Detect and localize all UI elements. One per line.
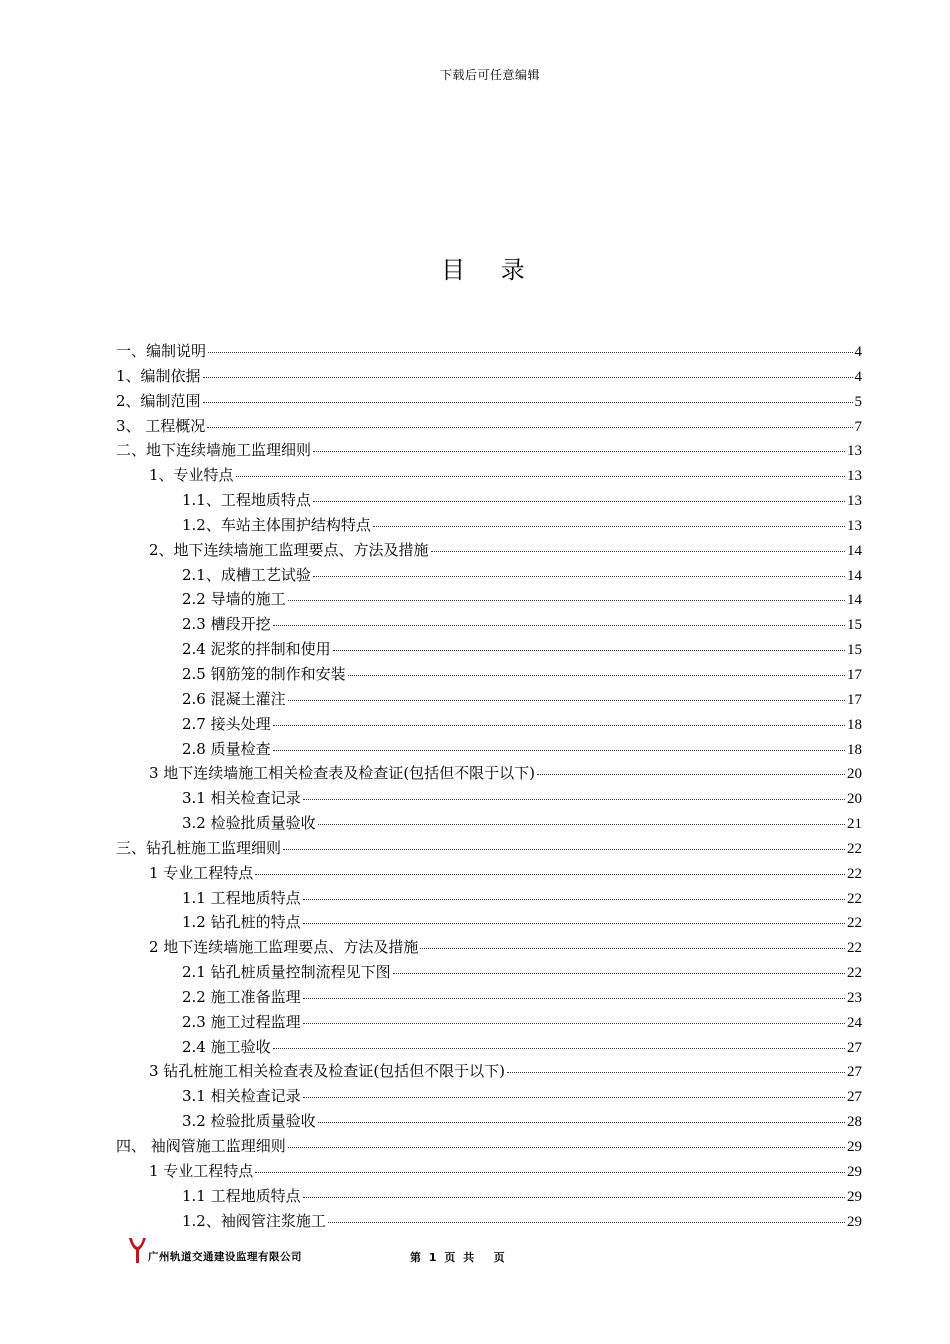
toc-dot-leader [303,799,845,800]
toc-dot-leader [288,600,845,601]
toc-entry-page: 22 [847,890,862,907]
toc-dot-leader [208,352,852,353]
toc-entry[interactable] [116,564,862,589]
toc-dot-leader [313,501,845,502]
toc-dot-leader [288,700,845,701]
toc-dot-leader [303,1023,845,1024]
toc-entry-page: 17 [847,691,862,708]
toc-entry-page: 7 [854,418,862,435]
toc-entry-page: 15 [847,617,862,634]
toc-entry-page: 14 [847,567,862,584]
toc-entry[interactable] [116,1160,862,1185]
toc-dot-leader [420,948,845,949]
toc-entry-label: 2.2 导墙的施工 [182,590,286,609]
toc-entry-page: 29 [847,1163,862,1180]
toc-entry[interactable] [116,365,862,390]
toc-dot-leader [333,650,845,651]
toc-entry-label: 2.3 槽段开挖 [182,615,271,634]
toc-dot-leader [255,1172,845,1173]
toc-entry-page: 18 [847,716,862,733]
toc-entry[interactable] [116,1185,862,1210]
toc-entry-page: 29 [847,1139,862,1155]
toc-entry[interactable] [116,1011,862,1036]
toc-entry-page: 22 [847,840,862,857]
toc-dot-leader [273,1048,845,1049]
toc-dot-leader [328,1222,845,1223]
toc-entry[interactable] [116,415,862,440]
toc-dot-leader [318,824,845,825]
toc-entry-page: 17 [847,666,862,683]
toc-entry[interactable] [116,1210,862,1235]
toc-entry-label: 2.8 质量检查 [182,739,271,758]
toc-entry[interactable] [116,762,862,787]
toc-entry-label: 1、专业特点 [149,466,234,485]
toc-entry[interactable] [116,514,862,539]
toc-entry-page: 13 [847,468,862,485]
toc-dot-leader [431,551,845,552]
toc-entry[interactable] [116,862,862,887]
toc-entry[interactable] [116,1135,862,1160]
toc-entry-label: 四、 袖阀管施工监理细则 [116,1137,286,1155]
toc-entry-page: 22 [847,865,862,882]
toc-entry-page: 27 [847,1039,862,1056]
page-number-info: 第 1 页 共 页 [410,1251,507,1264]
toc-entry[interactable] [116,439,862,464]
toc-entry[interactable] [116,539,862,564]
company-name: 广州轨道交通建设监理有限公司 [148,1251,302,1263]
toc-dot-leader [236,476,845,477]
toc-entry[interactable] [116,738,862,763]
toc-entry-page: 24 [847,1014,862,1031]
toc-dot-leader [273,725,845,726]
toc-dot-leader [303,899,845,900]
toc-entry[interactable] [116,961,862,986]
toc-entry-page: 28 [847,1114,862,1131]
toc-entry-label: 3.1 相关检查记录 [182,1087,301,1106]
toc-entry-label: 1 专业工程特点 [149,863,254,882]
toc-entry-label: 3.1 相关检查记录 [182,789,301,808]
toc-entry-page: 13 [847,443,862,460]
toc-entry-label: 3、 工程概况 [116,416,206,435]
toc-entry-label: 一、编制说明 [116,342,207,360]
toc-dot-leader [313,576,845,577]
toc-entry-label: 二、地下连续墙施工监理细则 [116,441,312,460]
toc-entry-label: 2.1、成槽工艺试验 [182,565,311,584]
toc-entry-label: 1、编制依据 [116,366,201,385]
toc-dot-leader [393,973,845,974]
toc-dot-leader [255,874,845,875]
toc-dot-leader [273,625,845,626]
toc-entry-label: 2.7 接头处理 [182,714,271,733]
toc-entry-page: 20 [847,791,862,808]
toc-entry-page: 22 [847,940,862,957]
toc-entry-page: 22 [847,965,862,982]
toc-entry-label: 2.3 施工过程监理 [182,1012,301,1031]
toc-entry-page: 23 [847,989,862,1006]
toc-dot-leader [207,427,852,428]
toc-entry-label: 2.4 泥浆的拌制和使用 [182,640,331,659]
toc-entry-page: 18 [847,741,862,758]
toc-entry-label: 2.6 混凝土灌注 [182,689,286,708]
toc-entry[interactable] [116,638,862,663]
toc-entry[interactable] [116,936,862,961]
toc-entry-label: 2.4 施工验收 [182,1037,271,1056]
toc-entry-label: 2.2 施工准备监理 [182,987,301,1006]
toc-entry[interactable] [116,613,862,638]
page-footer [126,1236,646,1266]
toc-entry-page: 29 [847,1213,862,1230]
toc-entry-page: 4 [854,344,862,360]
toc-dot-leader [313,451,845,452]
toc-entry[interactable] [116,1110,862,1135]
toc-entry[interactable] [116,986,862,1011]
toc-entry[interactable] [116,1085,862,1110]
table-of-contents [116,340,862,1234]
toc-entry-label: 1 专业工程特点 [149,1161,254,1180]
toc-entry-page: 21 [847,816,862,833]
toc-entry-label: 3.2 检验批质量验收 [182,814,316,833]
toc-entry[interactable] [116,489,862,514]
toc-dot-leader [348,675,845,676]
toc-entry[interactable] [116,390,862,415]
page-title: 目 录 [441,256,539,284]
toc-entry-label: 1.2 钻孔桩的特点 [182,913,301,932]
toc-entry-label: 3 钻孔桩施工相关检查表及检查证(包括但不限于以下) [149,1062,506,1081]
toc-entry-label: 1.2、车站主体围护结构特点 [182,515,371,534]
toc-entry-label: 2、编制范围 [116,391,201,410]
toc-entry-label: 2.1 钻孔桩质量控制流程见下图 [182,963,391,982]
toc-entry-page: 29 [847,1188,862,1205]
toc-entry-page: 22 [847,915,862,932]
toc-entry-page: 27 [847,1064,862,1081]
toc-entry[interactable] [116,663,862,688]
toc-dot-leader [273,750,845,751]
toc-entry[interactable] [116,837,862,862]
toc-dot-leader [537,774,845,775]
toc-dot-leader [203,377,853,378]
toc-dot-leader [303,1097,845,1098]
toc-entry-label: 3.2 检验批质量验收 [182,1112,316,1131]
toc-dot-leader [303,998,845,999]
toc-entry-label: 2.5 钢筋笼的制作和安装 [182,664,346,683]
toc-dot-leader [203,402,853,403]
toc-entry-page: 14 [847,542,862,559]
toc-dot-leader [373,526,845,527]
toc-dot-leader [507,1072,845,1073]
toc-entry[interactable] [116,464,862,489]
toc-entry-page: 20 [847,766,862,783]
toc-dot-leader [303,923,845,924]
toc-entry-label: 三、钻孔桩施工监理细则 [116,838,282,857]
toc-dot-leader [283,849,845,850]
toc-entry[interactable] [116,1060,862,1085]
toc-entry-label: 1.2、袖阀管注浆施工 [182,1211,326,1230]
toc-entry[interactable] [116,787,862,812]
header-note: 下载后可任意编辑 [439,68,540,82]
toc-entry[interactable] [116,812,862,837]
toc-entry[interactable] [116,1036,862,1061]
toc-entry-page: 14 [847,592,862,609]
toc-dot-leader [318,1122,845,1123]
toc-entry-page: 4 [854,368,862,385]
toc-entry-page: 5 [854,393,862,410]
toc-entry[interactable] [116,911,862,936]
toc-entry[interactable] [116,688,862,713]
toc-entry-page: 27 [847,1089,862,1106]
toc-entry-label: 3 地下连续墙施工相关检查表及检查证(包括但不限于以下) [149,764,536,783]
toc-entry[interactable] [116,588,862,613]
toc-entry-label: 2、地下连续墙施工监理要点、方法及措施 [149,540,429,559]
toc-dot-leader [288,1147,845,1148]
toc-entry-label: 1.1、工程地质特点 [182,491,311,510]
toc-entry-page: 13 [847,517,862,534]
toc-entry-label: 2 地下连续墙施工监理要点、方法及措施 [149,938,419,957]
toc-entry-label: 1.1 工程地质特点 [182,1186,301,1205]
toc-entry-page: 13 [847,493,862,510]
company-logo-icon [126,1236,148,1264]
toc-entry-label: 1.1 工程地质特点 [182,888,301,907]
toc-dot-leader [303,1197,845,1198]
toc-entry[interactable] [116,340,862,365]
toc-entry[interactable] [116,713,862,738]
toc-entry[interactable] [116,887,862,912]
toc-entry-page: 15 [847,642,862,659]
